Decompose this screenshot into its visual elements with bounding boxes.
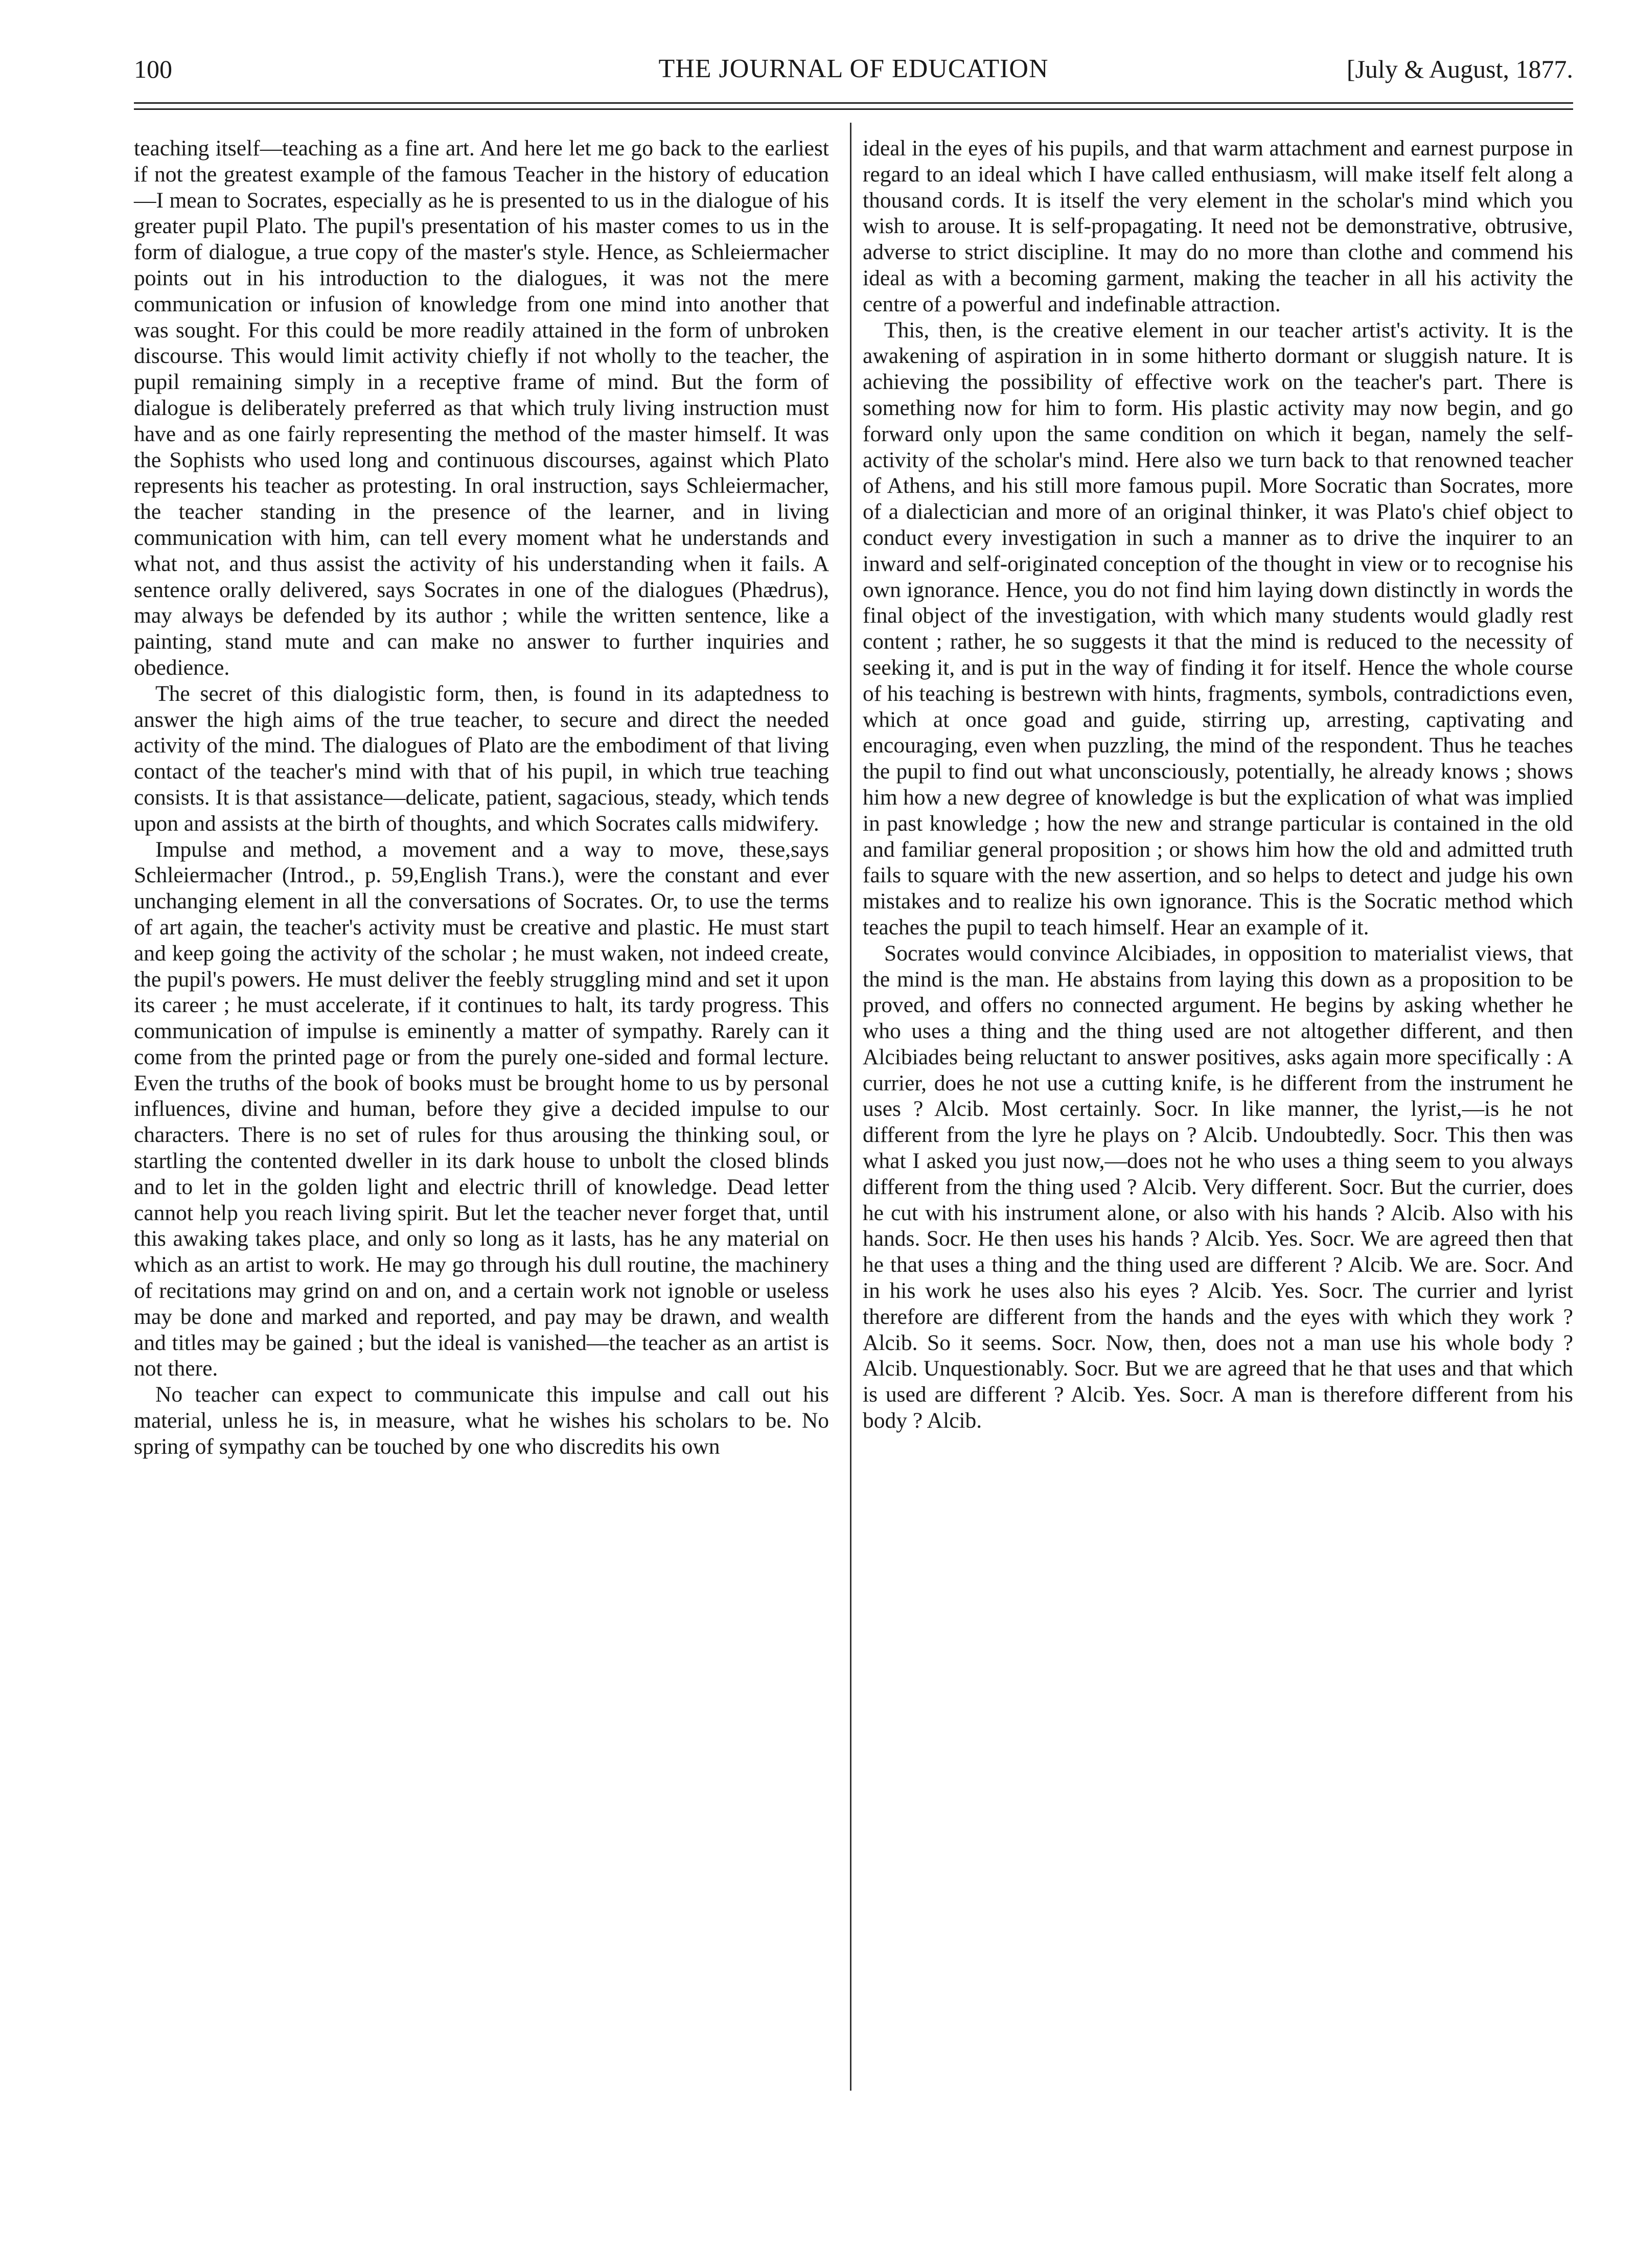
- paragraph: teaching itself—teaching as a fine art. And here let me go back to the earliest if not the greatest example of the famous Teacher in the history of education—I mean to Socrates, especially as he is presented to us in the dialogue of his greater pupil Plato. The pupil's presentation of his master comes to us in the form of dialogue, a true copy of the master's style. Hence, as Schleiermacher points out in his introduction to the dialogues, it was not the mere communication or infusion of knowledge from one mind into another that was sought. For this could be more readily attained in the form of unbroken discourse. This would limit activity chiefly if not wholly to the teacher, the pupil remaining simply in a receptive frame of mind. But the form of dialogue is deliberately preferred as that which truly living instruction must have and as one fairly representing the method of the master himself. It was the Sophists who used long and continuous discourses, against which Plato represents his teacher as protesting. In oral instruction, says Schleiermacher, the teacher standing in the presence of the learner, and in living communication with him, can tell every moment what he understands and what not, and thus assist the activity of his understanding when it fails. A sentence orally delivered, says Socrates in one of the dialogues (Phædrus), may always be defended by its author ; while the written sentence, like a painting, stand mute and can make no answer to further inquiries and obedience.: [134, 136, 829, 680]
- paragraph: Socrates would convince Alcibiades, in opposition to materialist views, that the mind is the man. He abstains from laying this down as a proposition to be proved, and offers no connected argument. He begins by asking whether he who uses a thing and the thing used are not altogether different, and then Alcibiades being reluctant to answer positives, asks again more specifically : A currier, does he not use a cutting knife, is he different from the instrument he uses ? Alcib. Most certainly. Socr. In like manner, the lyrist,—is he not different from the lyre he plays on ? Alcib. Undoubtedly. Socr. This then was what I asked you just now,—does not he who uses a thing seem to you always different from the thing used ? Alcib. Very different. Socr. But the currier, does he cut with his instrument alone, or also with his hands ? Alcib. Also with his hands. Socr. He then uses his hands ? Alcib. Yes. Socr. We are agreed then that he that uses a thing and the thing used are different ? Alcib. We are. Socr. And in his work he uses also his eyes ? Alcib. Yes. Socr. The currier and lyrist therefore are different from the hands and the eyes with which they work ? Alcib. So it seems. Socr. Now, then, does not a man use his whole body ? Alcib. Unquestionably. Socr. But we are agreed that he that uses and that which is used are different ? Alcib. Yes. Socr. A man is therefore different from his body ? Alcib.: [863, 941, 1573, 1433]
- journal-title: THE JOURNAL OF EDUCATION: [658, 54, 1049, 83]
- paragraph: No teacher can expect to communicate this impulse and call out his material, unless he is, in measure, what he wishes his scholars to be. No spring of sympathy can be touched by one who discredits his own: [134, 1382, 829, 1459]
- right-column: [863, 135, 1573, 1434]
- paragraph: ideal in the eyes of his pupils, and that warm attachment and earnest purpose in regard to an ideal which I have called enthusiasm, will make itself felt along a thousand cords. It is itself the very element in the scholar's mind which you wish to arouse. It is self-propagating. It need not be demonstrative, obtrusive, adverse to strict discipline. It may do no more than clothe and commend his ideal as with a becoming garment, making the teacher in all his activity the centre of a powerful and indefinable attraction.: [863, 136, 1573, 316]
- paragraph: The secret of this dialogistic form, then, is found in its adaptedness to answer the high aims of the true teacher, to secure and direct the needed activity of the mind. The dialogues of Plato are the embodiment of that living contact of the teacher's mind with that of his pupil, in which true teaching consists. It is that assistance—delicate, patient, sagacious, steady, which tends upon and assists at the birth of thoughts, and which Socrates calls midwifery.: [134, 681, 829, 836]
- left-column: [134, 135, 829, 1460]
- header-rule-bottom: [134, 108, 1573, 110]
- header-rule-top: [134, 102, 1573, 104]
- paragraph: This, then, is the creative element in our teacher artist's activity. It is the awakening of aspiration in in some hitherto dormant or sluggish nature. It is achieving the possibility of effective work on the teacher's part. There is something now for him to form. His plastic activity may now begin, and go forward only upon the same condition on which it began, namely the self-activity of the scholar's mind. Here also we turn back to that renowned teacher of Athens, and his still more famous pupil. More Socratic than Socrates, more of a dialectician and more of an original thinker, it was Plato's chief object to conduct every investigation in such a manner as to drive the inquirer to an inward and self-originated conception of the thought in view or to recognise his own ignorance. Hence, you do not find him laying down distinctly in words the final object of the investigation, with which many students would gladly rest content ; rather, he so suggests it that the mind is reduced to the necessity of seeking it, and is put in the way of finding it for itself. Hence the whole course of his teaching is bestrewn with hints, fragments, symbols, contradictions even, which at once goad and guide, stirring up, arresting, captivating and encouraging, even when puzzling, the mind of the respondent. Thus he teaches the pupil to find out what unconsciously, potentially, he already knows ; shows him how a new degree of knowledge is but the explication of what was implied in past knowledge ; how the new and strange particular is contained in the old and familiar general proposition ; or shows him how the old and admitted truth fails to square with the new assertion, and so helps to detect and judge his own mistakes and to realize his own ignorance. This is the Socratic method which teaches the pupil to teach himself. Hear an example of it.: [863, 317, 1573, 940]
- paragraph: Impulse and method, a movement and a way to move, these,says Schleiermacher (Introd., p. 59,English Trans.), were the constant and ever unchanging element in all the conversations of Socrates. Or, to use the terms of art again, the teacher's activity must be creative and plastic. He must start and keep going the activity of the scholar ; he must waken, not indeed create, the pupil's powers. He must deliver the feebly struggling mind and set it upon its career ; he must accelerate, if it continues to halt, its tardy progress. This communication of impulse is eminently a matter of sympathy. Rarely can it come from the printed page or from the purely one-sided and formal lecture. Even the truths of the book of books must be brought home to us by personal influences, divine and human, before they give a decided impulse to our characters. There is no set of rules for thus arousing the thinking soul, or startling the contented dweller in its dark house to unbolt the closed blinds and to let in the golden light and electric thrill of knowledge. Dead letter cannot help you reach living spirit. But let the teacher never forget that, until this awaking takes place, and only so long as it lasts, has he any material on which as an artist to work. He may go through his dull routine, the machinery of recitations may grind on and on, and a certain work not ignoble or useless may be done and marked and reported, and pay may be drawn, and wealth and titles may be gained ; but the ideal is vanished—the teacher as an artist is not there.: [134, 837, 829, 1381]
- column-divider: [850, 123, 851, 2091]
- page-header: [134, 49, 1573, 89]
- issue-date: [July & August, 1877.: [1346, 55, 1573, 83]
- page-number: 100: [134, 55, 172, 83]
